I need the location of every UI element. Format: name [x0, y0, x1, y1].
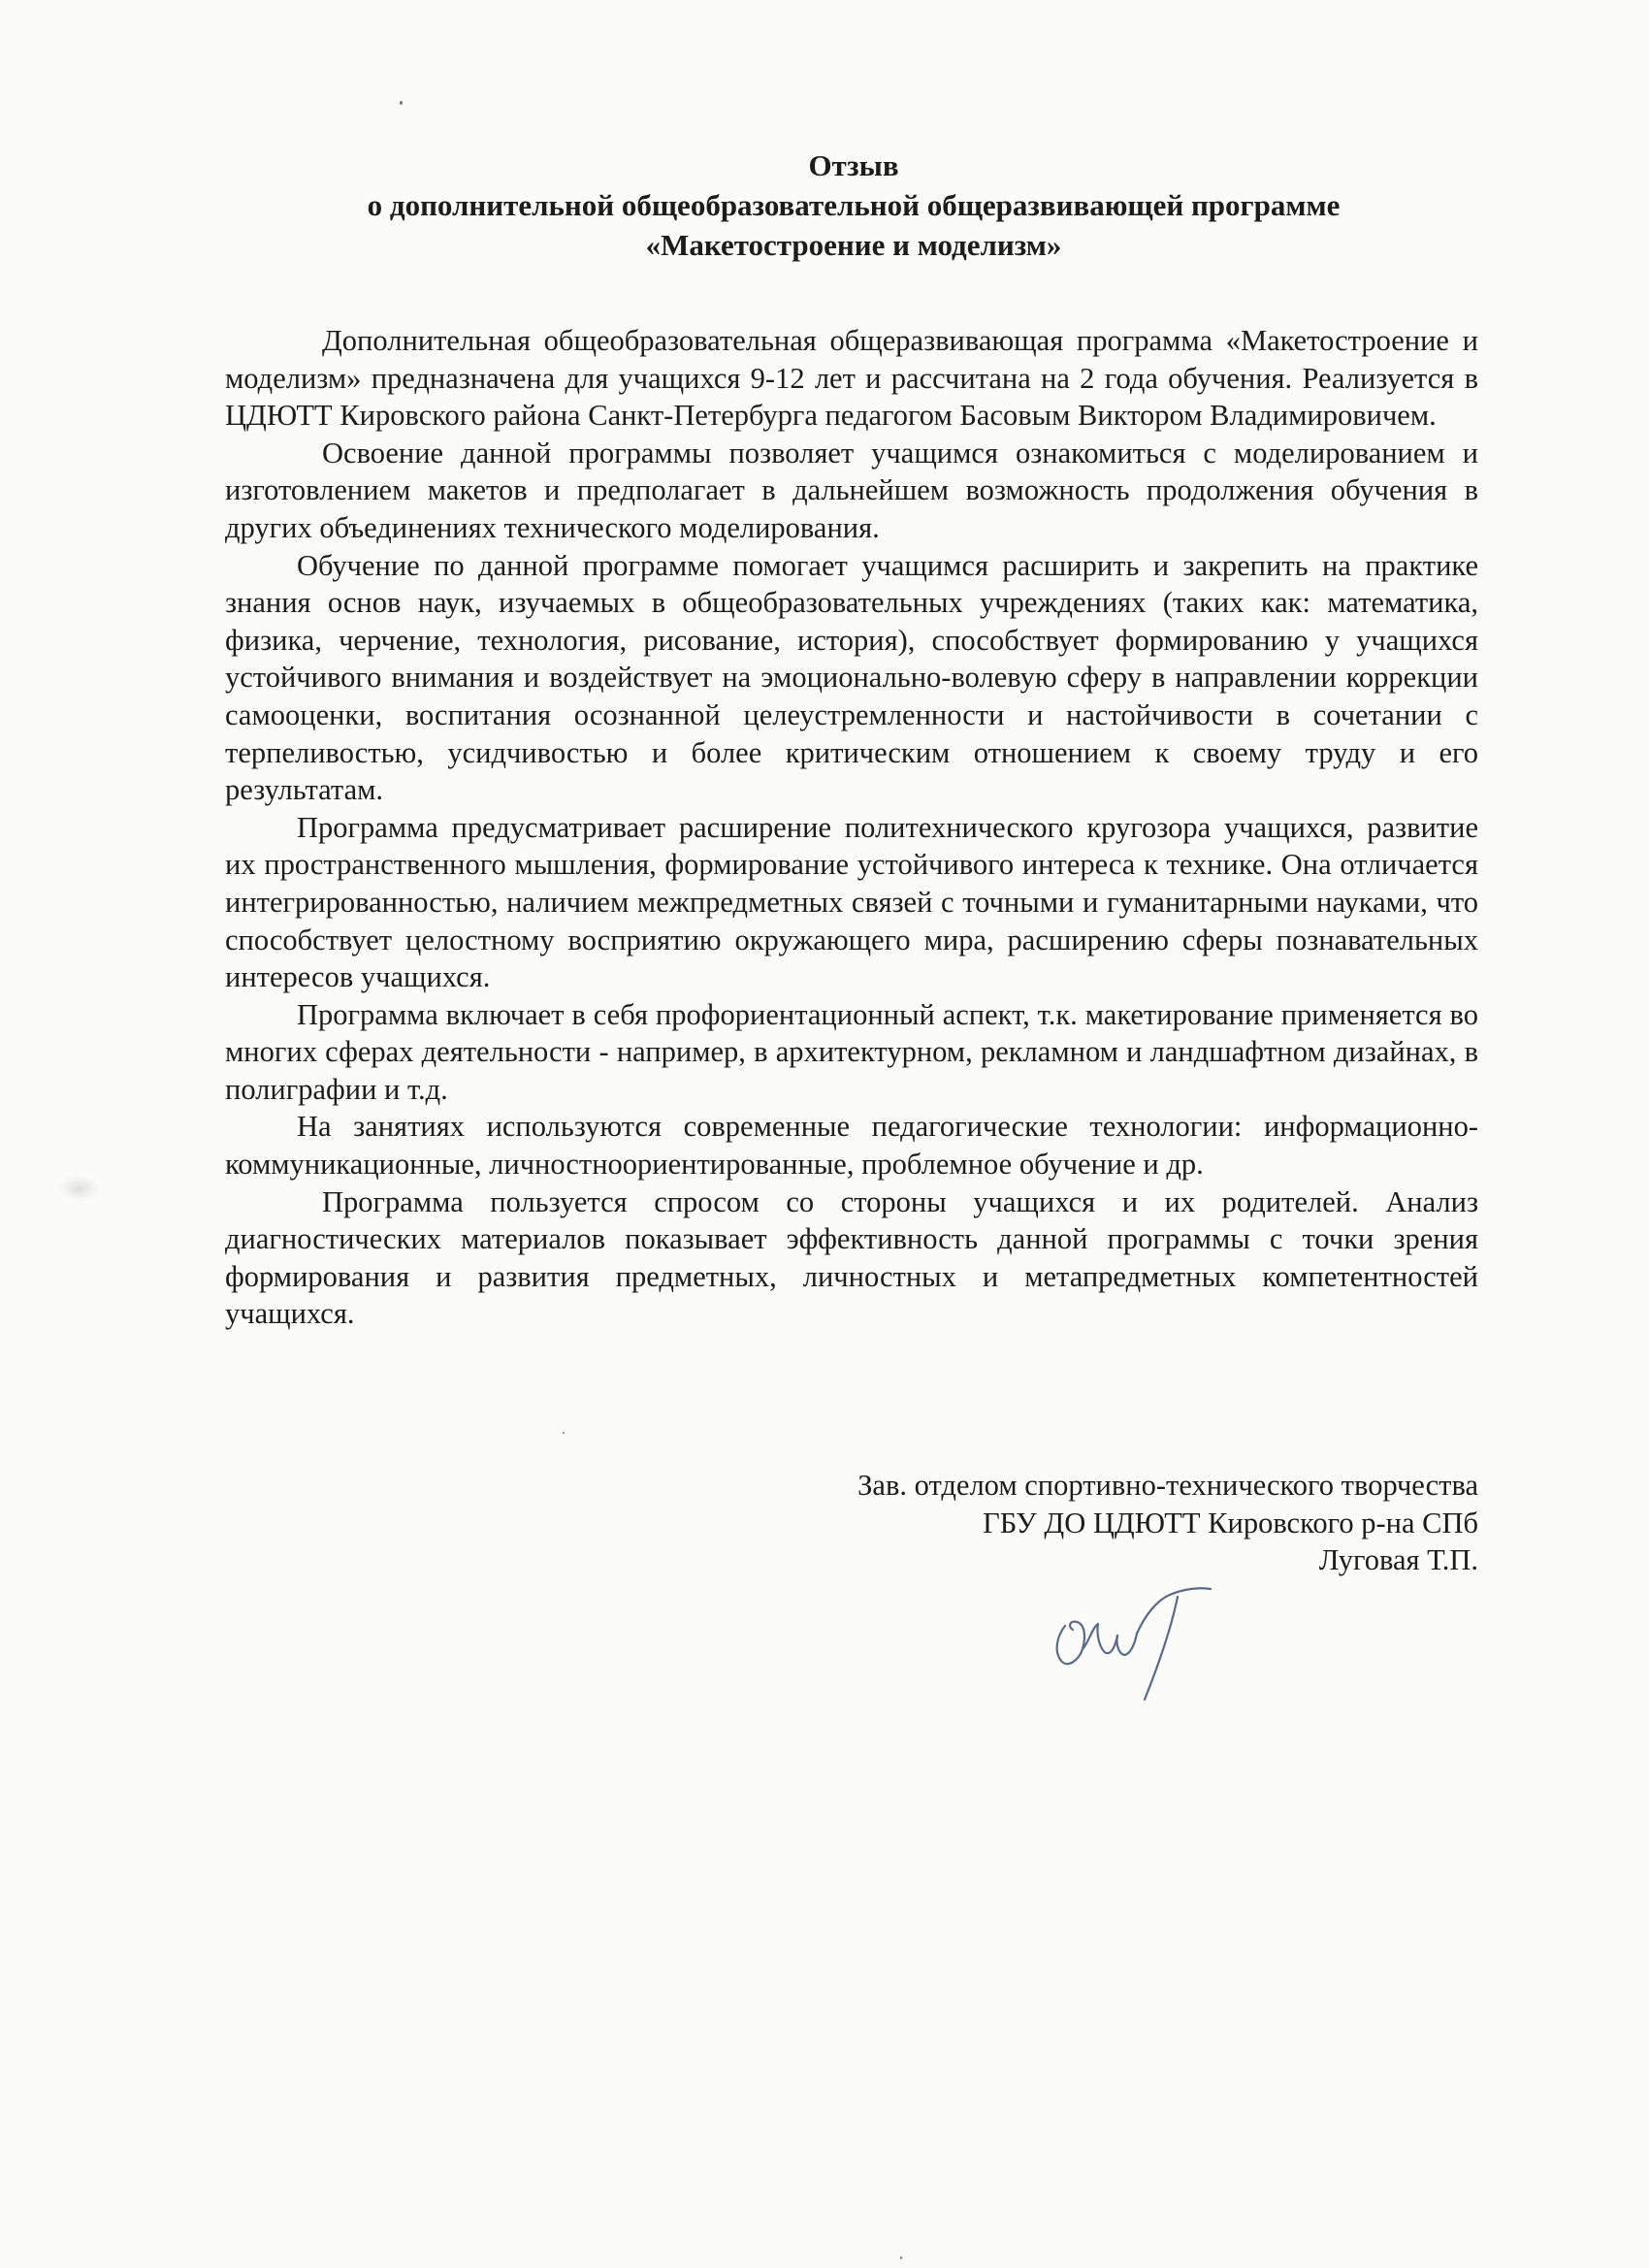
scan-speck [900, 2256, 902, 2259]
paragraph-5: Программа включает в себя профориентационный аспект, т.к. макетирование применяется во многих сферах деятельности - например, в архитектурном, рекламном и ландшафтном дизайнах, в полиграфии и т.д. [225, 997, 1478, 1106]
signature-block [857, 1467, 1478, 1579]
paragraph-3: Обучение по данной программе помогает учащимся расширить и закрепить на практике знания основ наук, изучаемых в общеобразовательных учреждениях (таких как: математика, физика, черчение, технология, рисование, история), способствует формированию у учащихся устойчивого внимания и воздействует на эмоционально-волевую сферу в направлении коррекции самооценки, воспитания осознанной целеустремленности и настойчивости в сочетании с терпеливостью, усидчивостью и более критическим отношением к своему труду и его результатам. [225, 548, 1478, 807]
signatory-name: Луговая Т.П. [1318, 1543, 1478, 1577]
paragraph-4: Программа предусматривает расширение политехнического кругозора учащихся, развитие их пространственного мышления, формирование устойчивого интереса к технике. Она отличается интегрированностью, наличием межпредметных связей с точными и гуманитарными науками, что способствует целостному восприятию окружающего мира, расширению сферы познавательных интересов учащихся. [225, 810, 1478, 994]
signatory-organization: ГБУ ДО ЦДЮТТ Кировского р-на СПб [983, 1506, 1478, 1539]
scan-speck [563, 1432, 565, 1434]
paragraph-7: Программа пользуется спросом со стороны учащихся и их родителей. Анализ диагностических материалов показывает эффективность данной программы с точки зрения формирования и развития предметных, личностных и метапредметных компетентностей учащихся. [225, 1184, 1478, 1331]
title-line-2: о дополнительной общеобразовательной общеразвивающей программе [367, 188, 1341, 222]
document-body [225, 322, 1478, 1333]
handwritten-signature [1048, 1568, 1232, 1713]
title-line-1: Отзыв [808, 148, 899, 182]
document-title [223, 146, 1484, 265]
paragraph-1: Дополнительная общеобразовательная общеразвивающая программа «Макетостроение и моделизм» предназначена для учащихся 9-12 лет и рассчитана на 2 года обучения. Реализуется в ЦДЮТТ Кировского района Санкт-Петербурга педагогом Басовым Виктором Владимировичем. [225, 324, 1478, 433]
paragraph-6: На занятиях используются современные педагогические технологии: информационно-коммуникационные, личностноориентированные, проблемное обучение и др. [225, 1110, 1478, 1182]
scan-speck [400, 101, 403, 105]
scan-smudge [60, 1176, 99, 1201]
paragraph-2: Освоение данной программы позволяет учащимся ознакомиться с моделированием и изготовлением макетов и предполагает в дальнейшем возможность продолжения обучения в других объединениях технического моделирования. [225, 436, 1478, 544]
signatory-position: Зав. отделом спортивно-технического творчества [857, 1469, 1478, 1502]
title-line-3: «Макетостроение и моделизм» [645, 228, 1062, 262]
